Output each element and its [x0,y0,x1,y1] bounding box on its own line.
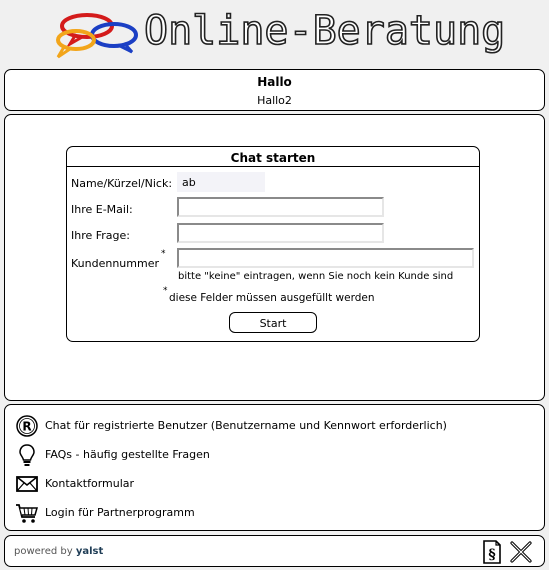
link-faq[interactable] [15,443,535,467]
start-chat-button[interactable]: Start [229,312,317,333]
svg-text:R: R [22,419,32,434]
name-input[interactable] [177,172,265,192]
question-input[interactable] [177,223,384,243]
links-panel [4,404,545,531]
customer-number-required-star: * [161,249,166,259]
envelope-icon [15,472,39,496]
link-registered-chat[interactable] [15,414,535,438]
link-partner-login[interactable] [15,501,535,525]
registered-icon [15,414,39,438]
footer-panel [4,535,545,567]
link-contact-form[interactable] [15,472,535,496]
customer-number-input[interactable] [177,248,474,268]
powered-by-brand[interactable]: yalst [75,546,104,557]
required-star: * [163,286,168,296]
app-title: Online-Beratung [144,8,506,54]
greeting-panel [4,69,545,111]
link-registered-chat-label: Chat für registrierte Benutzer (Benutzername und Kennwort erforderlich) [45,419,447,432]
customer-number-hint: bitte "keine" eintragen, wenn Sie noch kein Kunde sind [178,271,454,282]
powered-by-prefix: powered by [14,546,73,557]
email-label: Ihre E-Mail: [71,203,133,216]
chat-form-title: Chat starten [230,151,316,165]
powered-by [14,546,103,557]
name-label: Name/Kürzel/Nick: [71,177,173,190]
lightbulb-icon [15,443,39,467]
svg-text:§: § [488,547,496,563]
email-input[interactable] [177,197,384,217]
customer-number-label: Kundennummer [71,257,159,270]
link-partner-login-label: Login für Partnerprogramm [45,506,195,519]
link-contact-form-label: Kontaktformular [45,477,135,490]
speech-bubbles-logo-icon [52,8,140,60]
logo-header [0,0,549,66]
greeting-title: Hallo [257,75,292,89]
close-icon[interactable] [508,539,534,565]
chat-form-divider [67,166,479,167]
paragraph-document-icon[interactable] [479,539,505,565]
question-label: Ihre Frage: [71,229,131,242]
greeting-subtitle: Hallo2 [257,94,292,107]
required-note: diese Felder müssen ausgefüllt werden [169,292,375,304]
shopping-cart-icon [15,501,39,525]
link-faq-label: FAQs - häufig gestellte Fragen [45,448,210,461]
